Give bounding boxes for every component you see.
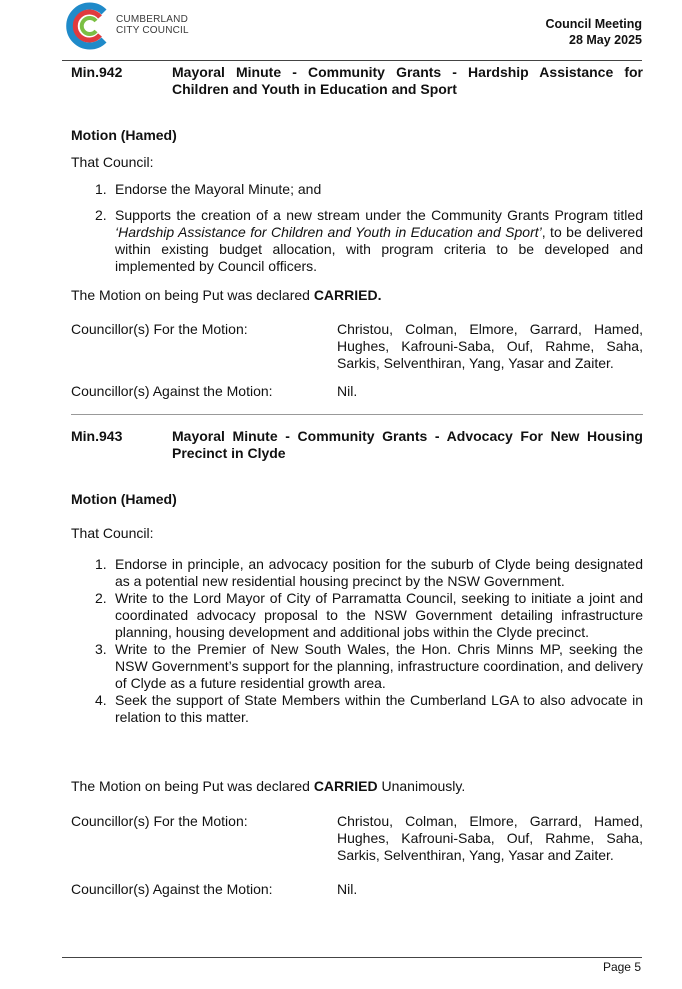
motion-intro: That Council:	[71, 525, 154, 541]
organization-name: CUMBERLAND CITY COUNCIL	[116, 14, 189, 36]
motion-result: The Motion on being Put was declared CARRIED Unanimously.	[71, 778, 466, 794]
list-item: 4. Seek the support of State Members within the Cumberland LGA to also advocate in relation to this matter.	[95, 692, 643, 725]
votes-against-label: Councillor(s) Against the Motion:	[71, 383, 273, 399]
votes-for-names: Christou, Colman, Elmore, Garrard, Hamed, Hughes, Kafrouni-Saba, Ouf, Rahme, Saha, Sarkis, Selventhiran, Yang, Yasar and Zaiter.	[337, 321, 643, 371]
votes-for-label: Councillor(s) For the Motion:	[71, 813, 248, 829]
list-item: 3. Write to the Premier of New South Wales, the Hon. Chris Minns MP, seeking the NSW Government’s support for the planning, infrastructure coordination, and delivery of Clyde as a future residential growth area.	[95, 641, 643, 691]
meeting-info	[545, 16, 642, 48]
page-header	[0, 0, 682, 60]
resolution-list	[95, 556, 643, 726]
list-item: 1. Endorse in principle, an advocacy position for the suburb of Clyde being designated as a potential new residential housing precinct by the NSW Government.	[95, 556, 643, 589]
minute-heading	[71, 428, 643, 462]
votes-for-label: Councillor(s) For the Motion:	[71, 321, 248, 337]
list-item: 2. Write to the Lord Mayor of City of Parramatta Council, seeking to initiate a joint and coordinated advocacy proposal to the NSW Government detailing infrastructure planning, housing development and additional jobs within the Clyde precinct.	[95, 590, 643, 640]
minute-number: Min.943	[71, 428, 123, 444]
resolution-list	[95, 181, 643, 275]
footer-rule	[62, 957, 642, 958]
minute-heading	[71, 64, 643, 98]
votes-against-names: Nil.	[337, 383, 358, 399]
minute-number: Min.942	[71, 64, 123, 80]
minute-title: Mayoral Minute - Community Grants - Hardship Assistance for Children and Youth in Education and Sport	[172, 64, 643, 97]
list-item: 2. Supports the creation of a new stream under the Community Grants Program titled ‘Hardship Assistance for Children and Youth in Education and Sport’, to be delivered within existing budget allocation, with program criteria to be developed and implemented by Council officers.	[95, 207, 643, 274]
votes-for-names: Christou, Colman, Elmore, Garrard, Hamed, Hughes, Kafrouni-Saba, Ouf, Rahme, Saha, Sarkis, Selventhiran, Yang, Yasar and Zaiter.	[337, 813, 643, 863]
motion-heading: Motion (Hamed)	[71, 127, 177, 143]
motion-result: The Motion on being Put was declared CARRIED.	[71, 287, 382, 303]
meeting-title: Council Meeting	[545, 17, 642, 31]
motion-intro: That Council:	[71, 154, 154, 170]
minute-title: Mayoral Minute - Community Grants - Advocacy For New Housing Precinct in Clyde	[172, 428, 643, 461]
list-item: 1. Endorse the Mayoral Minute; and	[95, 181, 322, 197]
page-number: Page 5	[602, 960, 641, 974]
header-rule	[62, 60, 642, 61]
votes-against-label: Councillor(s) Against the Motion:	[71, 881, 273, 897]
meeting-date: 28 May 2025	[569, 33, 642, 47]
council-logo-icon	[64, 0, 116, 52]
votes-against-names: Nil.	[337, 881, 358, 897]
motion-heading: Motion (Hamed)	[71, 491, 177, 507]
section-divider	[71, 414, 643, 415]
